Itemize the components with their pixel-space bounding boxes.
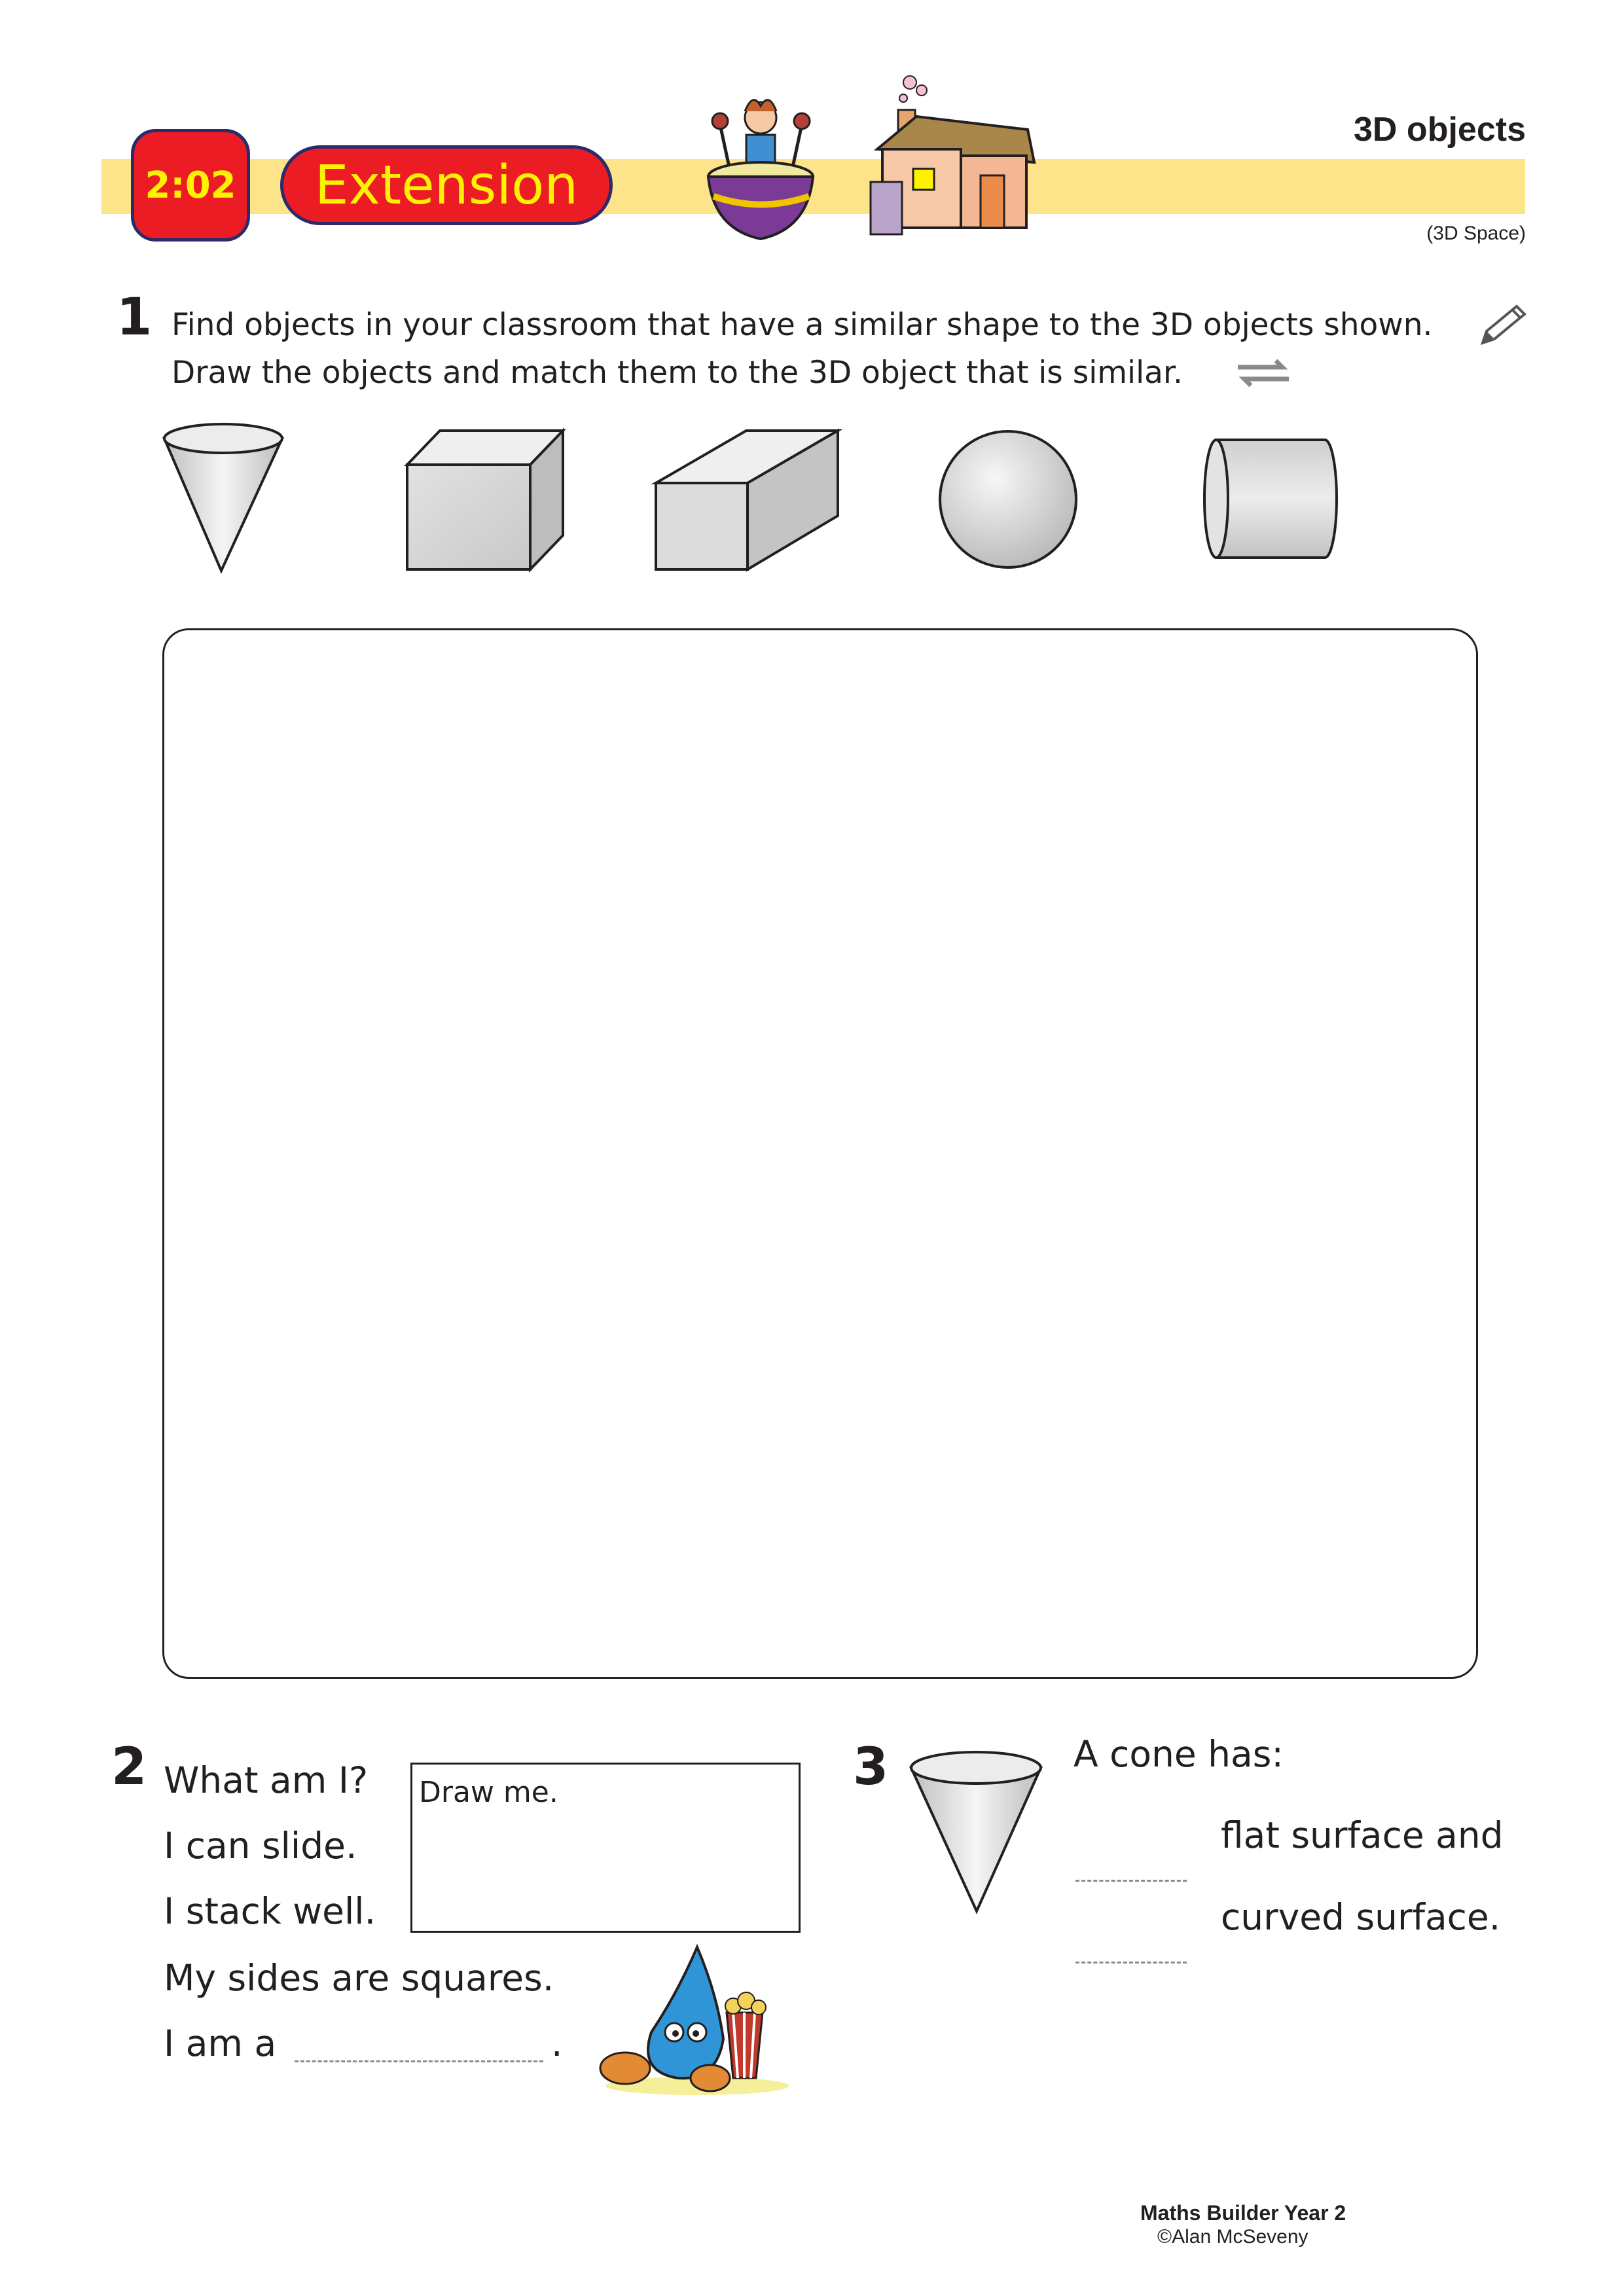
question-2-line-4: My sides are squares. (164, 1957, 554, 1999)
drawing-answer-area[interactable] (162, 628, 1478, 1679)
lesson-code-badge (131, 129, 250, 242)
question-2-line-3: I stack well. (164, 1890, 376, 1932)
question-2-answer-prefix: I am a (164, 2022, 277, 2064)
match-arrows-icon (1234, 357, 1293, 389)
question-1-line-1: Find objects in your classroom that have a similar shape to the 3D objects shown. (171, 307, 1433, 343)
question-1-number: 1 (117, 288, 153, 347)
question-2-line-2: I can slide. (164, 1825, 357, 1867)
topic-title: 3D objects (1354, 111, 1526, 149)
strand-label: (3D Space) (1426, 223, 1526, 244)
extension-label: Extension (314, 154, 579, 217)
footer-copyright: ©Alan McSeveny (1157, 2226, 1308, 2248)
lesson-code: 2:02 (145, 164, 236, 207)
question-2-number: 2 (111, 1738, 147, 1797)
cube-shape (401, 424, 571, 575)
footer-book-title: Maths Builder Year 2 (1140, 2201, 1346, 2225)
question-3-row-2: curved surface. (1221, 1896, 1501, 1938)
question-3-title: A cone has: (1074, 1733, 1284, 1775)
draw-me-label: Draw me. (419, 1776, 558, 1809)
question-2-answer-suffix: . (551, 2022, 563, 2064)
question-1-line-2: Draw the objects and match them to the 3D object that is similar. (171, 355, 1183, 391)
rectangular-prism-shape (649, 424, 846, 575)
question-3-number: 3 (853, 1738, 889, 1797)
raindrop-popcorn-illustration (599, 1941, 808, 2098)
question-2-answer-blank[interactable] (295, 2060, 543, 2062)
pencil-icon (1476, 302, 1528, 348)
drummer-illustration (694, 92, 825, 249)
house-illustration (864, 71, 1041, 254)
question-2-line-1: What am I? (164, 1759, 369, 1801)
cylinder-shape (1198, 433, 1342, 564)
cone-shape-small (903, 1744, 1054, 1921)
flat-surface-count-blank[interactable] (1075, 1880, 1187, 1882)
extension-badge (280, 145, 613, 225)
question-3-row-1: flat surface and (1221, 1814, 1504, 1856)
curved-surface-count-blank[interactable] (1075, 1962, 1187, 1964)
sphere-shape (933, 424, 1083, 575)
cone-shape (154, 419, 298, 583)
